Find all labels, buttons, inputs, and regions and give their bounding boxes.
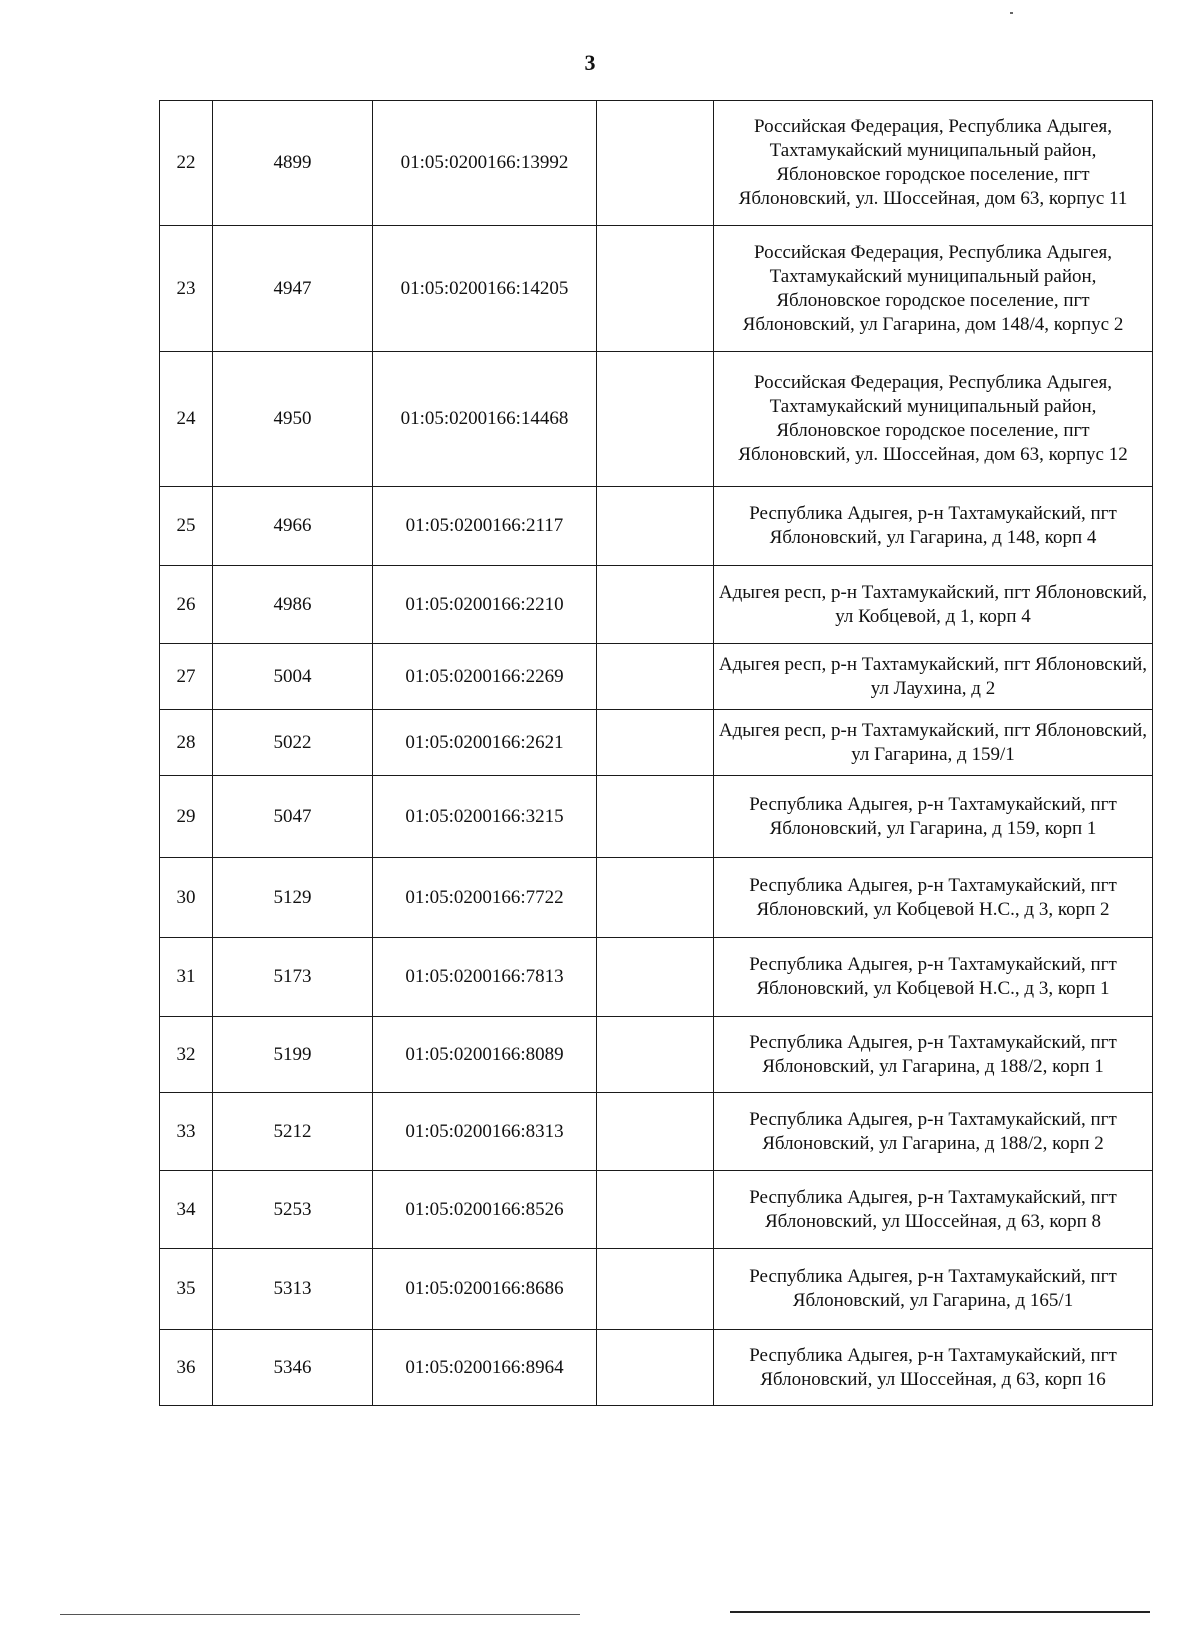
row-cadastral-number: 01:05:0200166:8964 xyxy=(373,1330,597,1406)
row-empty-cell xyxy=(597,776,714,858)
row-address: Республика Адыгея, р-н Тахтамукайский, пгт Яблоновский, ул Гагарина, д 159, корп 1 xyxy=(714,776,1153,858)
row-id: 5199 xyxy=(213,1017,373,1093)
row-id: 5313 xyxy=(213,1249,373,1330)
row-empty-cell xyxy=(597,1249,714,1330)
page-number: 3 xyxy=(584,50,596,75)
row-cadastral-number: 01:05:0200166:8313 xyxy=(373,1093,597,1171)
row-address: Адыгея респ, р-н Тахтамукайский, пгт Яблоновский, ул Кобцевой, д 1, корп 4 xyxy=(714,566,1153,644)
row-number: 35 xyxy=(160,1249,213,1330)
row-empty-cell xyxy=(597,101,714,226)
table-row xyxy=(160,101,1153,226)
scan-artifact-line xyxy=(60,1614,580,1615)
registry-table xyxy=(159,100,1153,1406)
table-row xyxy=(160,1171,1153,1249)
row-address: Республика Адыгея, р-н Тахтамукайский, пгт Яблоновский, ул Кобцевой Н.С., д 3, корп 2 xyxy=(714,858,1153,938)
row-address: Республика Адыгея, р-н Тахтамукайский, пгт Яблоновский, ул Гагарина, д 188/2, корп 2 xyxy=(714,1093,1153,1171)
row-address: Республика Адыгея, р-н Тахтамукайский, пгт Яблоновский, ул Гагарина, д 188/2, корп 1 xyxy=(714,1017,1153,1093)
row-empty-cell xyxy=(597,352,714,487)
row-cadastral-number: 01:05:0200166:2621 xyxy=(373,710,597,776)
row-address: Республика Адыгея, р-н Тахтамукайский, пгт Яблоновский, ул Кобцевой Н.С., д 3, корп 1 xyxy=(714,938,1153,1017)
row-address: Республика Адыгея, р-н Тахтамукайский, пгт Яблоновский, ул Гагарина, д 165/1 xyxy=(714,1249,1153,1330)
scan-artifact-line xyxy=(730,1611,1150,1613)
row-number: 36 xyxy=(160,1330,213,1406)
row-empty-cell xyxy=(597,1093,714,1171)
row-number: 23 xyxy=(160,226,213,352)
row-id: 5004 xyxy=(213,644,373,710)
row-empty-cell xyxy=(597,1330,714,1406)
row-cadastral-number: 01:05:0200166:2117 xyxy=(373,487,597,566)
row-empty-cell xyxy=(597,487,714,566)
table-row xyxy=(160,352,1153,487)
row-cadastral-number: 01:05:0200166:8089 xyxy=(373,1017,597,1093)
row-number: 32 xyxy=(160,1017,213,1093)
row-number: 31 xyxy=(160,938,213,1017)
row-cadastral-number: 01:05:0200166:3215 xyxy=(373,776,597,858)
row-empty-cell xyxy=(597,1017,714,1093)
row-address: Республика Адыгея, р-н Тахтамукайский, пгт Яблоновский, ул Гагарина, д 148, корп 4 xyxy=(714,487,1153,566)
table-row xyxy=(160,776,1153,858)
table-row xyxy=(160,938,1153,1017)
table-row xyxy=(160,710,1153,776)
row-cadastral-number: 01:05:0200166:14205 xyxy=(373,226,597,352)
row-number: 26 xyxy=(160,566,213,644)
row-id: 5212 xyxy=(213,1093,373,1171)
row-number: 22 xyxy=(160,101,213,226)
row-empty-cell xyxy=(597,226,714,352)
row-id: 5173 xyxy=(213,938,373,1017)
row-number: 27 xyxy=(160,644,213,710)
table-row xyxy=(160,1330,1153,1406)
row-id: 5346 xyxy=(213,1330,373,1406)
row-cadastral-number: 01:05:0200166:8686 xyxy=(373,1249,597,1330)
row-address: Адыгея респ, р-н Тахтамукайский, пгт Яблоновский, ул Гагарина, д 159/1 xyxy=(714,710,1153,776)
row-cadastral-number: 01:05:0200166:7813 xyxy=(373,938,597,1017)
row-empty-cell xyxy=(597,644,714,710)
row-address: Республика Адыгея, р-н Тахтамукайский, пгт Яблоновский, ул Шоссейная, д 63, корп 8 xyxy=(714,1171,1153,1249)
row-cadastral-number: 01:05:0200166:14468 xyxy=(373,352,597,487)
row-id: 5253 xyxy=(213,1171,373,1249)
table-row xyxy=(160,1017,1153,1093)
table-row xyxy=(160,858,1153,938)
row-id: 5129 xyxy=(213,858,373,938)
row-number: 30 xyxy=(160,858,213,938)
row-address: Российская Федерация, Республика Адыгея, Тахтамукайский муниципальный район, Яблоновское городское поселение, пгт Яблоновский, ул. Шоссейная, дом 63, корпус 12 xyxy=(714,352,1153,487)
row-empty-cell xyxy=(597,710,714,776)
row-id: 4986 xyxy=(213,566,373,644)
scan-artifact-dot xyxy=(1010,12,1013,14)
table-row xyxy=(160,487,1153,566)
table-row xyxy=(160,566,1153,644)
row-cadastral-number: 01:05:0200166:13992 xyxy=(373,101,597,226)
row-address: Российская Федерация, Республика Адыгея, Тахтамукайский муниципальный район, Яблоновское городское поселение, пгт Яблоновский, ул. Шоссейная, дом 63, корпус 11 xyxy=(714,101,1153,226)
table-row xyxy=(160,1093,1153,1171)
row-id: 5047 xyxy=(213,776,373,858)
row-cadastral-number: 01:05:0200166:8526 xyxy=(373,1171,597,1249)
row-id: 4966 xyxy=(213,487,373,566)
row-address: Адыгея респ, р-н Тахтамукайский, пгт Яблоновский, ул Лаухина, д 2 xyxy=(714,644,1153,710)
row-empty-cell xyxy=(597,566,714,644)
row-id: 4899 xyxy=(213,101,373,226)
row-address: Российская Федерация, Республика Адыгея, Тахтамукайский муниципальный район, Яблоновское городское поселение, пгт Яблоновский, ул Гагарина, дом 148/4, корпус 2 xyxy=(714,226,1153,352)
row-cadastral-number: 01:05:0200166:2210 xyxy=(373,566,597,644)
row-number: 29 xyxy=(160,776,213,858)
row-number: 28 xyxy=(160,710,213,776)
row-empty-cell xyxy=(597,858,714,938)
row-number: 24 xyxy=(160,352,213,487)
row-id: 5022 xyxy=(213,710,373,776)
row-number: 33 xyxy=(160,1093,213,1171)
row-empty-cell xyxy=(597,1171,714,1249)
row-id: 4950 xyxy=(213,352,373,487)
table-row xyxy=(160,226,1153,352)
row-number: 25 xyxy=(160,487,213,566)
row-number: 34 xyxy=(160,1171,213,1249)
row-address: Республика Адыгея, р-н Тахтамукайский, пгт Яблоновский, ул Шоссейная, д 63, корп 16 xyxy=(714,1330,1153,1406)
row-id: 4947 xyxy=(213,226,373,352)
row-cadastral-number: 01:05:0200166:7722 xyxy=(373,858,597,938)
row-cadastral-number: 01:05:0200166:2269 xyxy=(373,644,597,710)
table-row xyxy=(160,644,1153,710)
row-empty-cell xyxy=(597,938,714,1017)
table-row xyxy=(160,1249,1153,1330)
